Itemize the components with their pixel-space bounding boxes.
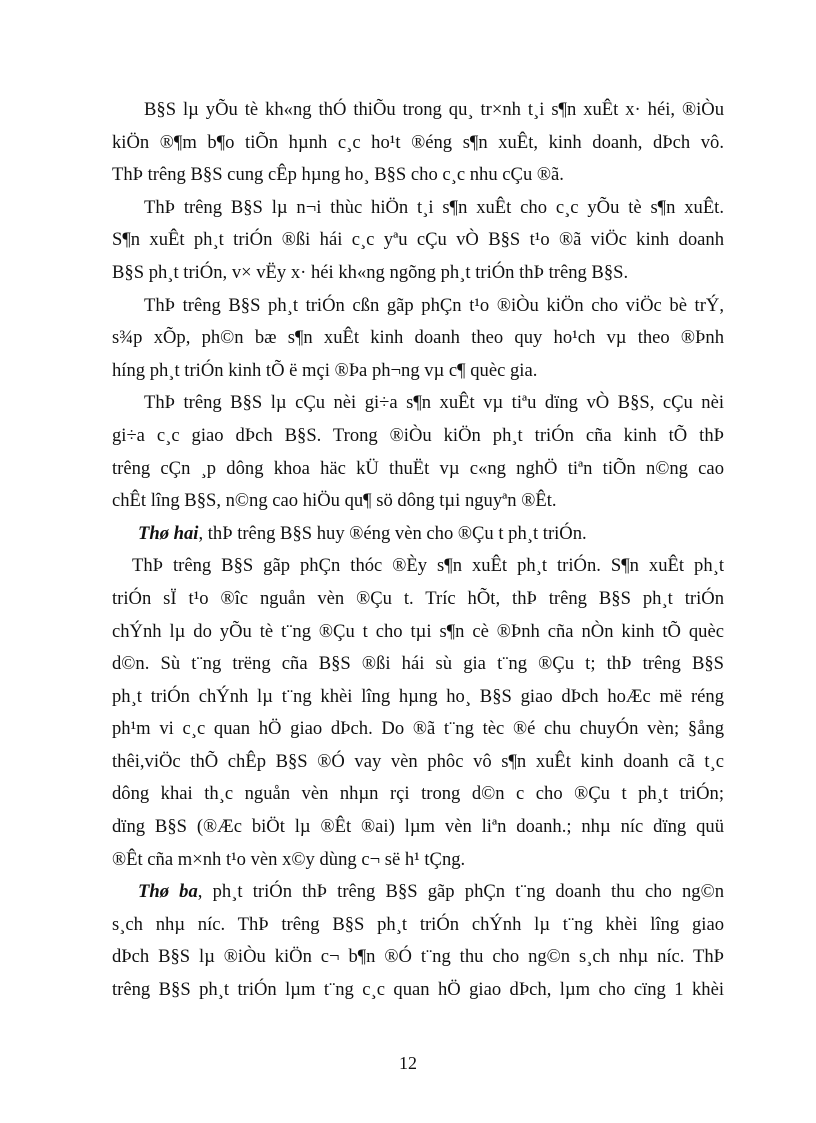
text-line [112,550,724,583]
line-text: kiÖn ®¶m b¶o tiÕn hµnh c¸c ho¹t ®éng s¶n xuÊt, kinh doanh, dÞch vô. [112,131,724,153]
line-text: ph¸t triÓn chÝnh lµ t¨ng khèi lîng hµng ho¸ B§S giao dÞch hoÆc më réng [112,685,724,707]
text-line [112,974,724,1007]
line-text: ThÞ trêng B§S lµ n¬i thùc hiÖn t¸i s¶n xuÊt cho c¸c yÕu tè s¶n xuÊt. [144,196,724,218]
line-text: gi÷a c¸c giao dÞch B§S. Trong ®iÒu kiÖn ph¸t triÓn cña kinh tÕ thÞ [112,424,724,446]
line-text: trêng cÇn ¸p dông khoa häc kÜ thuËt vµ c«ng nghÖ tiªn tiÕn n©ng cao [112,457,724,479]
text-line [112,811,724,844]
line-text: thêi,viÖc thÕ chÊp B§S ®Ó vay vèn phôc vô s¶n xuÊt kinh doanh cã t¸c [112,750,724,772]
text-line [112,127,724,160]
line-text: , thÞ trêng B§S huy ®éng vèn cho ®Çu t ph¸t triÓn. [198,522,587,544]
text-line [112,681,724,714]
section-heading-line [112,518,724,551]
text-line [112,257,724,290]
line-text: B§S ph¸t triÓn, v× vËy x· héi kh«ng ngõng ph¸t triÓn thÞ trêng B§S. [112,261,629,283]
line-text: ThÞ trêng B§S ph¸t triÓn cßn gãp phÇn t¹o ®iÒu kiÖn cho viÖc bè trÝ, [144,294,724,316]
text-line [112,713,724,746]
line-text: S¶n xuÊt ph¸t triÓn ®ßi hái c¸c yªu cÇu vÒ B§S t¹o ®ã viÖc kinh doanh [112,229,724,251]
text-line [112,778,724,811]
text-line [112,746,724,779]
text-line [112,192,724,225]
line-text: trêng B§S ph¸t triÓn lµm t¨ng c¸c quan hÖ giao dÞch, lµm cho cïng 1 khèi [112,979,724,1001]
line-text: ThÞ trêng B§S cung cÊp hµng ho¸ B§S cho c¸c nhu cÇu ®ã. [112,164,564,186]
line-text: ThÞ trêng B§S lµ cÇu nèi gi÷a s¶n xuÊt vµ tiªu dïng vÒ B§S, cÇu nèi [144,392,724,414]
page-number: 12 [399,1053,417,1073]
line-text: chÝnh lµ do yÕu tè t¨ng ®Çu t cho tµi s¶n cè ®Þnh cña nÒn kinh tÕ quèc [112,620,724,642]
text-line [112,159,724,192]
text-line [112,583,724,616]
text-line [112,453,724,486]
line-text: ®Êt cña m×nh t¹o vèn x©y dùng c¬ së h¹ tÇng. [112,848,466,870]
text-line [112,224,724,257]
line-text: B§S lµ yÕu tè kh«ng thÓ thiÕu trong qu¸ tr×nh t¸i s¶n xuÊt x· héi, ®iÒu [144,99,724,120]
line-text: triÓn sÏ t¹o ®îc nguån vèn ®Çu t. Tríc hÕt, thÞ trêng B§S ph¸t triÓn [112,587,724,609]
text-line [112,844,724,877]
line-text: s¾p xÕp, ph©n bæ s¶n xuÊt kinh doanh theo quy ho¹ch vµ theo ®Þnh [112,327,724,349]
text-line [112,322,724,355]
section-label: Thø hai [138,522,199,544]
line-text: d©n. Sù t¨ng trëng cña B§S ®ßi hái sù gia t¨ng ®Çu t; thÞ trêng B§S [112,653,724,675]
text-line [112,355,724,388]
line-text: híng ph¸t triÓn kinh tÕ ë mçi ®Þa ph¬ng vµ c¶ quèc gia. [112,359,538,381]
text-line [112,909,724,942]
text-line [112,648,724,681]
line-text: dông khai th¸c nguån vèn nhµn rçi trong d©n c cho ®Çu t ph¸t triÓn; [112,783,724,805]
line-text: chÊt lîng B§S, n©ng cao hiÖu qu¶ sö dông tµi nguyªn ®Êt. [112,490,557,512]
text-line [112,420,724,453]
line-text: dïng B§S (®Æc biÖt lµ ®Êt ®ai) lµm vèn liªn doanh.; nhµ níc dïng quü [112,816,724,838]
line-text: dÞch B§S lµ ®iÒu kiÖn c¬ b¶n ®Ó t¨ng thu cho ng©n s¸ch nhµ níc. ThÞ [112,946,724,968]
text-line [112,387,724,420]
text-line [112,941,724,974]
line-text: ph¹m vi c¸c quan hÖ giao dÞch. Do ®ã t¨ng tèc ®é chu chuyÓn vèn; §ång [112,718,724,740]
text-line [112,94,724,127]
line-text: s¸ch nhµ níc. ThÞ trêng B§S ph¸t triÓn chÝnh lµ t¨ng khèi lîng giao [112,913,724,935]
body-text [112,94,724,1007]
line-text: ThÞ trêng B§S gãp phÇn thóc ®Èy s¶n xuÊt ph¸t triÓn. S¶n xuÊt ph¸t [132,555,724,577]
line-text: , ph¸t triÓn thÞ trêng B§S gãp phÇn t¨ng doanh thu cho ng©n [197,881,724,903]
text-line [112,616,724,649]
section-label: Thø ba [138,881,198,903]
section-heading-line [112,876,724,909]
text-line [112,485,724,518]
text-line [112,290,724,323]
